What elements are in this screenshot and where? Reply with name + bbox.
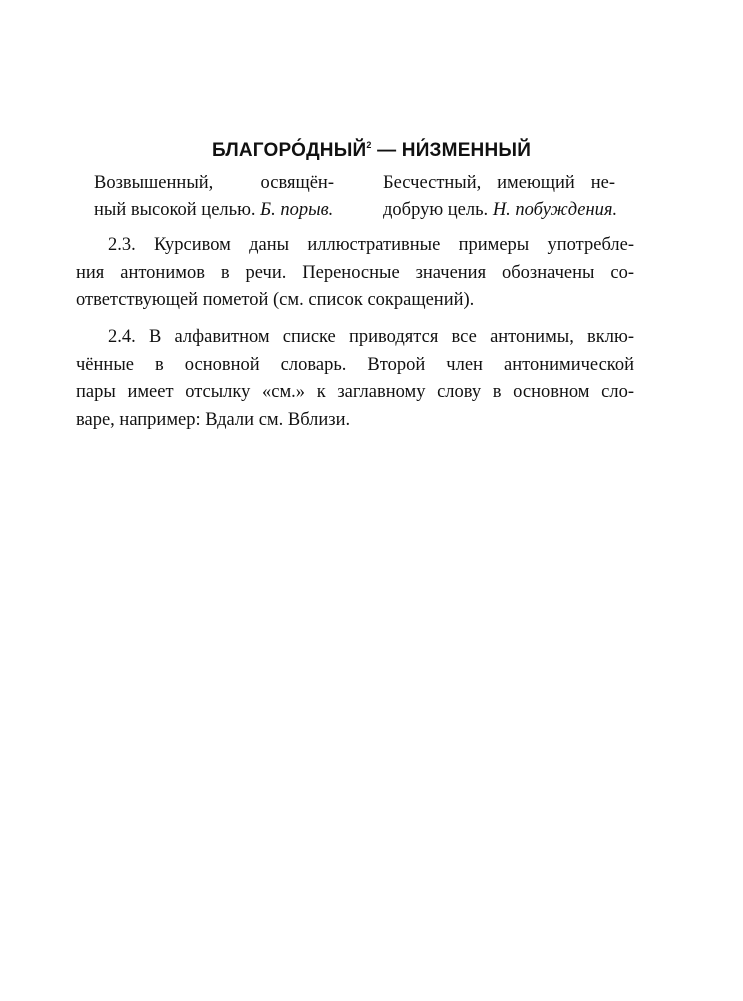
headword-left: БЛАГОРО́ДНЫЙ (211, 140, 367, 161)
definition-right-text: добрую цель. (383, 200, 493, 220)
heading-dash: — (371, 140, 402, 161)
definition-right (383, 170, 618, 224)
definition-left (94, 170, 334, 224)
paragraph-line: пары имеет отсылку «см.» к заглавному слову в основном сло- (76, 382, 634, 402)
definition-right-example: Н. побуждения. (492, 200, 618, 220)
definition-left-line-1: Возвышенный, освящён- (94, 173, 334, 193)
definition-right-line-2 (383, 197, 618, 224)
definition-right-line-1: Бесчестный, имеющий не- (383, 173, 615, 193)
paragraph-line: 2.4. В алфавитном списке приводятся все антонимы, вклю- (108, 327, 634, 347)
paragraph-line: чённые в основной словарь. Второй член антонимической (76, 354, 634, 375)
antonym-pair-heading (0, 140, 743, 162)
definition-left-example: Б. порыв. (260, 200, 334, 220)
paragraph-2-4 (76, 324, 634, 434)
paragraph-2-3 (76, 232, 634, 315)
homonym-index: 2 (366, 140, 372, 150)
definition-left-text: ный высокой целью. (94, 200, 261, 220)
paragraph-line: ответствующей пометой (см. список сокращений). (76, 290, 475, 310)
definition-left-line-2 (94, 197, 334, 224)
headword-right: НИ́ЗМЕННЫЙ (401, 140, 532, 161)
paragraph-line: варе, например: Вдали см. Вблизи. (76, 409, 351, 430)
paragraph-line: 2.3. Курсивом даны иллюстративные примеры употребле- (108, 235, 634, 255)
paragraph-line: ния антонимов в речи. Переносные значения обозначены со- (76, 262, 634, 283)
